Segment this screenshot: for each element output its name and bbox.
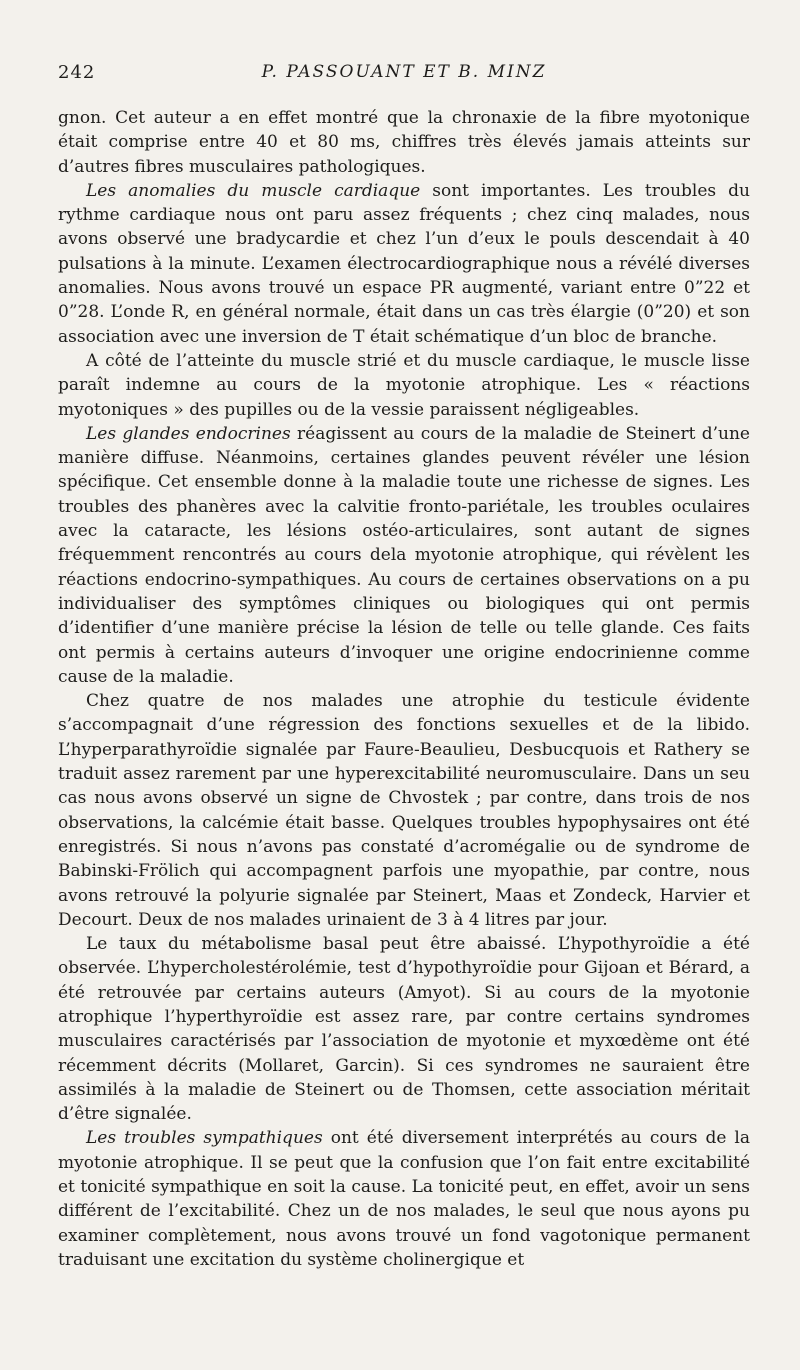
paragraph-4 [58,422,750,689]
paragraph-6 [58,932,750,1126]
paragraph-3 [58,349,750,422]
paragraph-lead: Les anomalies du muscle cardiaque [86,180,421,201]
paragraph-text: A côté de l’atteinte du muscle strié et du muscle cardiaque, le muscle lisse paraît indemne au cours de la myotonie atrophique. Les « réactions myotoniques » des pupilles ou de la vessie paraissent négligeables. [58,350,750,420]
paragraph-text: ont été diversement interprétés au cours de la myotonie atrophique. Il se peut que la confusion que l’on fait entre excitabilité et tonicité sympathique en soit la cause. La tonicité peut, en effet, avoir un sens différent de l’excitabilité. Chez un de nos malades, le seul que nous ayons pu examiner complètement, nous avons trouvé un fond vagotonique permanent traduisant une excitation du système cholinergique et [58,1128,750,1270]
body-text [58,106,750,1272]
paragraph-5 [58,689,750,932]
paragraph-text: sont importantes. Les troubles du rythme cardiaque nous ont paru assez fréquents ; chez cinq malades, nous avons observé une bradycardie et chez l’un d’eux le pouls descendait à 40 pulsations à la minute. L’examen électrocardiographique nous a révélé diverses anomalies. Nous avons trouvé un espace PR augmenté, variant entre 0”22 et 0”28. L’onde R, en général normale, était dans un cas très élargie (0”20) et son association avec une inversion de T était schématique d’un bloc de branche. [58,180,750,347]
paragraph-1 [58,106,750,179]
paragraph-2 [58,179,750,349]
page [58,62,750,1272]
paragraph-text: réagissent au cours de la maladie de Steinert d’une manière diffuse. Néanmoins, certaines glandes peuvent révéler une lésion spécifique. Cet ensemble donne à la maladie toute une richesse de signes. Les troubles des phanères avec la calvitie fronto-pariétale, les troubles oculaires avec la cataracte, les lésions ostéo-articulaires, sont autant de signes fréquemment rencontrés au cours dela myotonie atrophique, qui révèlent les réactions endocrino-sympathiques. Au cours de certaines observations on a pu individualiser des symptômes cliniques ou biologiques qui ont permis d’identifier d’une manière précise la lésion de telle ou telle glande. Ces faits ont permis à certains auteurs d’invoquer une origine endocrinienne comme cause de la maladie. [58,423,750,687]
page-number: 242 [58,62,96,83]
paragraph-text: gnon. Cet auteur a en effet montré que la chronaxie de la fibre myotonique était comprise entre 40 et 80 ms, chiffres très élevés jamais atteints sur d’autres fibres musculaires pathologiques. [58,108,750,177]
paragraph-text: Chez quatre de nos malades une atrophie du testicule évidente s’accompagnait d’une régression des fonctions sexuelles et de la libido. L’hyperparathyroïdie signalée par Faure-Beaulieu, Desbucquois et Rathery se traduit assez rarement par une hyperexcitabilité neuromusculaire. Dans un seu cas nous avons observé un signe de Chvostek ; par contre, dans trois de nos observations, la calcémie était basse. Quelques troubles hypophysaires ont été enregistrés. Si nous n’avons pas constaté d’acromégalie ou de syndrome de Babinski-Frölich qui accompagnent parfois une myopathie, par contre, nous avons retrouvé la polyurie signalée par Steinert, Maas et Zondeck, Harvier et Decourt. Deux de nos malades urinaient de 3 à 4 litres par jour. [58,691,750,930]
page-header [58,62,750,92]
paragraph-7 [58,1126,750,1272]
paragraph-lead: Les troubles sympathiques [86,1128,323,1149]
running-head: P. PASSOUANT ET B. MINZ [261,62,547,82]
paragraph-text: Le taux du métabolisme basal peut être abaissé. L’hypothyroïdie a été observée. L’hypercholestérolémie, test d’hypothyroïdie pour Gijoan et Bérard, a été retrouvée par certains auteurs (Amyot). Si au cours de la myotonie atrophique l’hyperthyroïdie est assez rare, par contre certains syndromes musculaires caractérisés par l’association de myotonie et myxœdème ont été récemment décrits (Mollaret, Garcin). Si ces syndromes ne sauraient être assimilés à la maladie de Steinert ou de Thomsen, cette association méritait d’être signalée. [58,934,750,1125]
paragraph-lead: Les glandes endocrines [86,423,291,444]
